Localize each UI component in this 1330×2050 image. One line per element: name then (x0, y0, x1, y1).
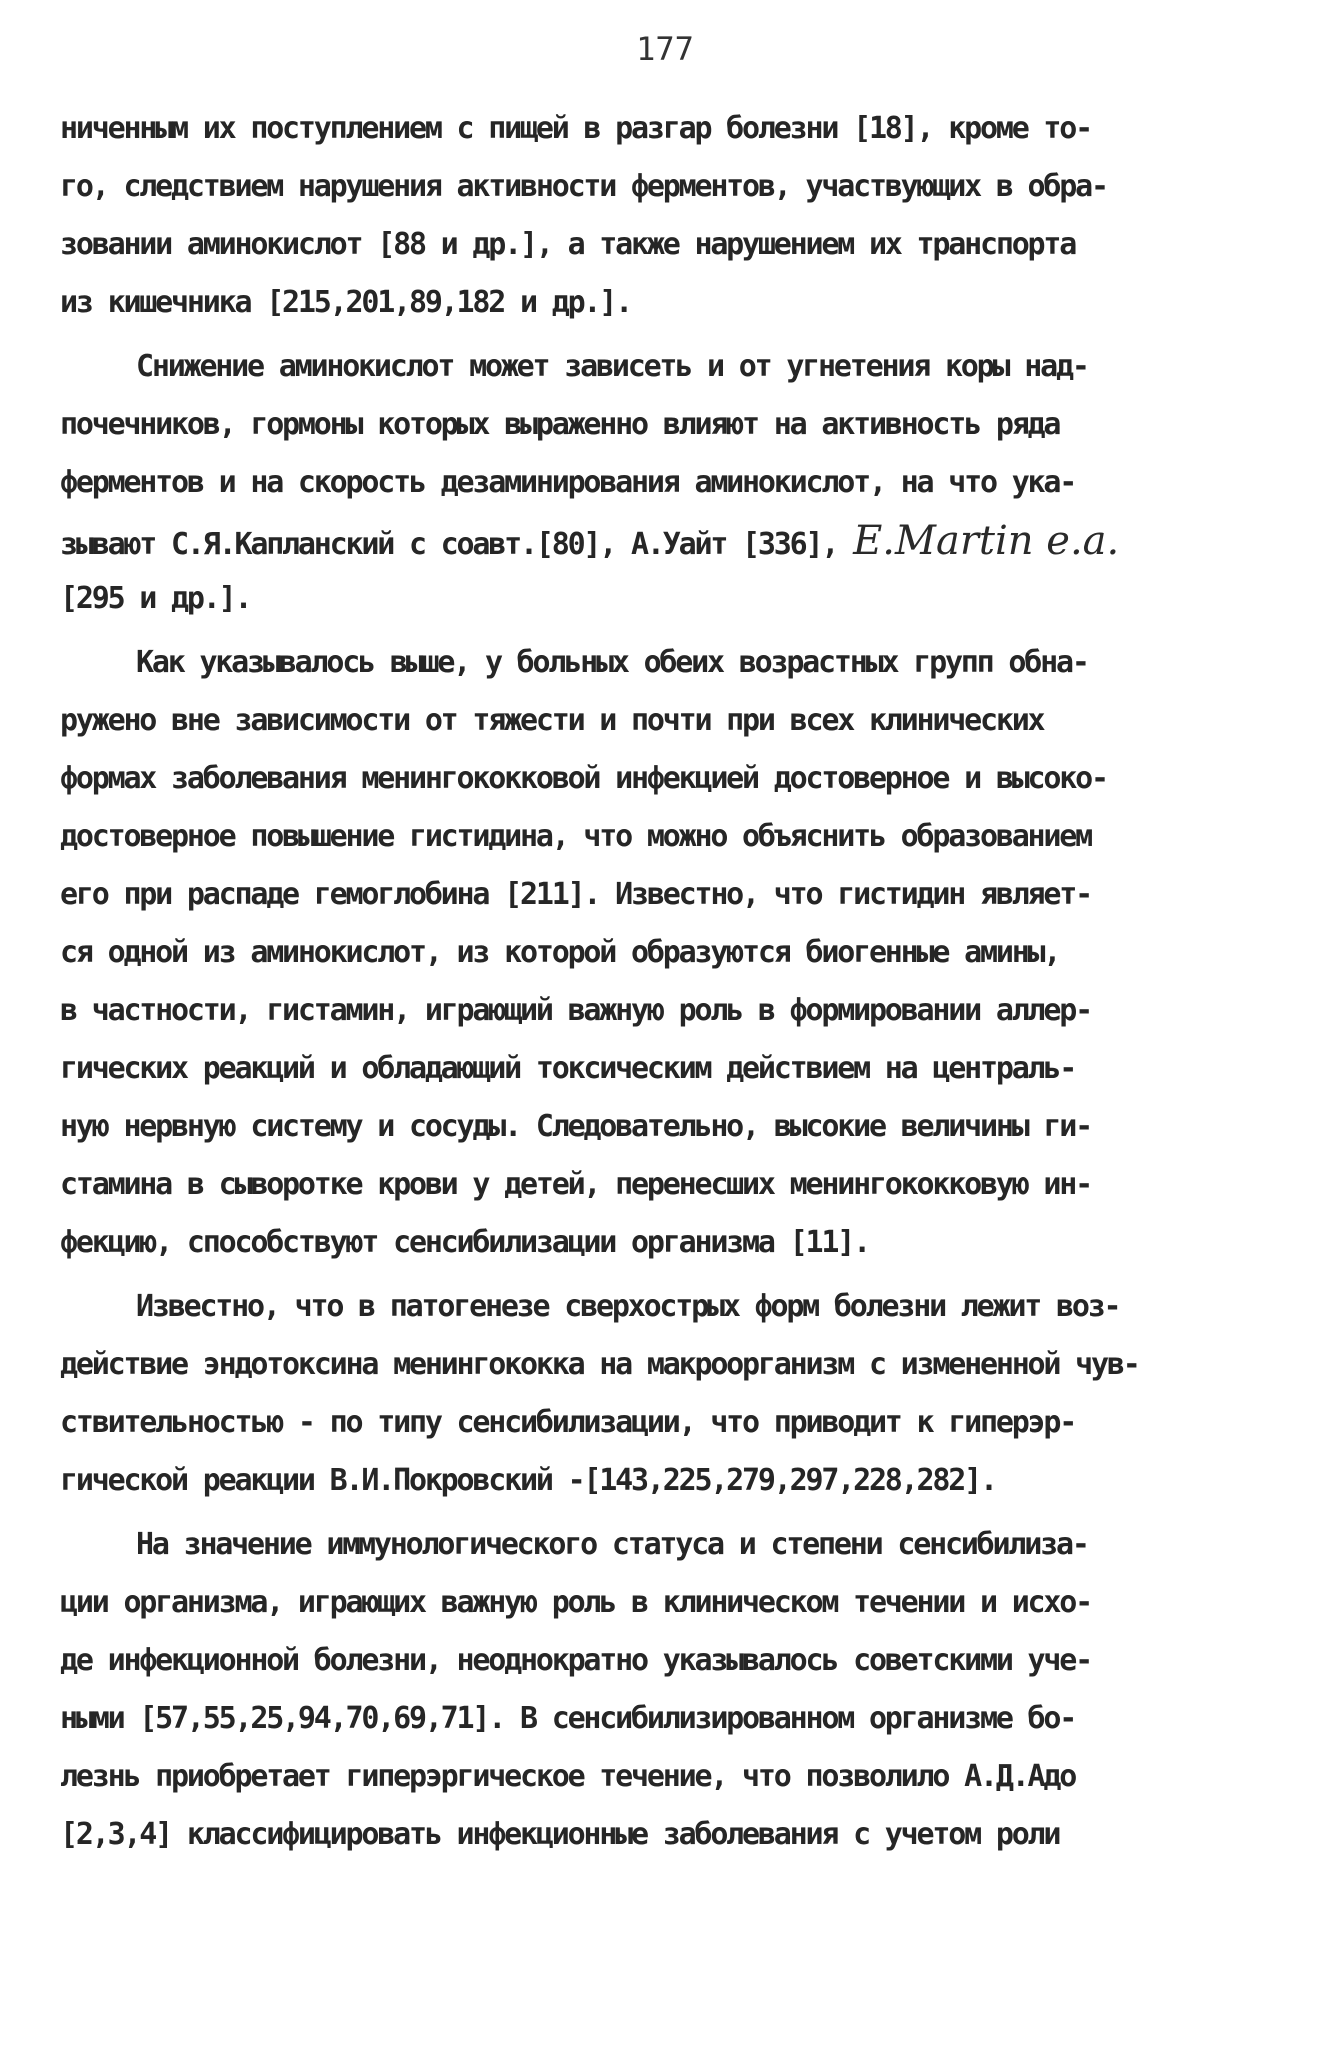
text-line: стамина в сыворотке крови у детей, перенесших менингококковую ин- (60, 1167, 1091, 1202)
paragraph-5 (60, 1516, 1275, 1864)
text-line: в частности, гистамин, играющий важную роль в формировании аллер- (60, 993, 1091, 1028)
text-line: Снижение аминокислот может зависеть и от угнетения коры над- (136, 349, 1088, 384)
text-line: [295 и др.]. (60, 581, 251, 616)
paragraph-3 (60, 634, 1275, 1272)
text-line: фекцию, способствуют сенсибилизации организма [11]. (60, 1225, 869, 1260)
text-line-with-handwriting (60, 512, 1275, 570)
text-line: ниченным их поступлением с пищей в разгар болезни [18], кроме то- (60, 111, 1091, 146)
text-line: его при распаде гемоглобина [211]. Известно, что гистидин являет- (60, 877, 1091, 912)
text-line: ферментов и на скорость дезаминирования аминокислот, на что ука- (60, 465, 1076, 500)
text-line: Известно, что в патогенезе сверхострых форм болезни лежит воз- (136, 1289, 1120, 1324)
body-text (60, 100, 1275, 1864)
text-line: гических реакций и обладающий токсическим действием на централь- (60, 1051, 1076, 1086)
handwritten-reference: E.Martin e.a. (853, 518, 1120, 564)
paragraph-1 (60, 100, 1275, 332)
text-line: зывают С.Я.Капланский с соавт.[80], А.Уайт [336], (60, 527, 838, 562)
text-line: ся одной из аминокислот, из которой образуются биогенные амины, (60, 935, 1060, 970)
text-line: ции организма, играющих важную роль в клиническом течении и исхо- (60, 1585, 1091, 1620)
text-line: достоверное повышение гистидина, что можно объяснить образованием (60, 819, 1091, 854)
text-line: де инфекционной болезни, неоднократно указывалось советскими уче- (60, 1643, 1091, 1678)
text-line: Как указывалось выше, у больных обеих возрастных групп обна- (136, 645, 1088, 680)
text-line: го, следствием нарушения активности ферментов, участвующих в обра- (60, 169, 1107, 204)
text-line: ружено вне зависимости от тяжести и почти при всех клинических (60, 703, 1044, 738)
text-line: почечников, гормоны которых выраженно влияют на активность ряда (60, 407, 1060, 442)
text-line: ными [57,55,25,94,70,69,71]. В сенсибилизированном организме бо- (60, 1701, 1076, 1736)
text-line: ную нервную систему и сосуды. Следовательно, высокие величины ги- (60, 1109, 1091, 1144)
text-line: из кишечника [215,201,89,182 и др.]. (60, 285, 632, 320)
paragraph-2 (60, 338, 1275, 628)
text-line: зовании аминокислот [88 и др.], а также нарушением их транспорта (60, 227, 1076, 262)
text-line: лезнь приобретает гиперэргическое течение, что позволило А.Д.Адо (60, 1759, 1076, 1794)
text-line: ствительностью - по типу сенсибилизации, что приводит к гиперэр- (60, 1405, 1076, 1440)
paragraph-4 (60, 1278, 1275, 1510)
text-line: действие эндотоксина менингококка на макроорганизм с измененной чув- (60, 1347, 1139, 1382)
page-number: 177 (636, 30, 694, 68)
text-line: На значение иммунологического статуса и степени сенсибилиза- (136, 1527, 1088, 1562)
text-line: [2,3,4] классифицировать инфекционные заболевания с учетом роли (60, 1817, 1060, 1852)
text-line: формах заболевания менингококковой инфекцией достоверное и высоко- (60, 761, 1107, 796)
text-line: гической реакции В.И.Покровский -[143,225,279,297,228,282]. (60, 1463, 996, 1498)
